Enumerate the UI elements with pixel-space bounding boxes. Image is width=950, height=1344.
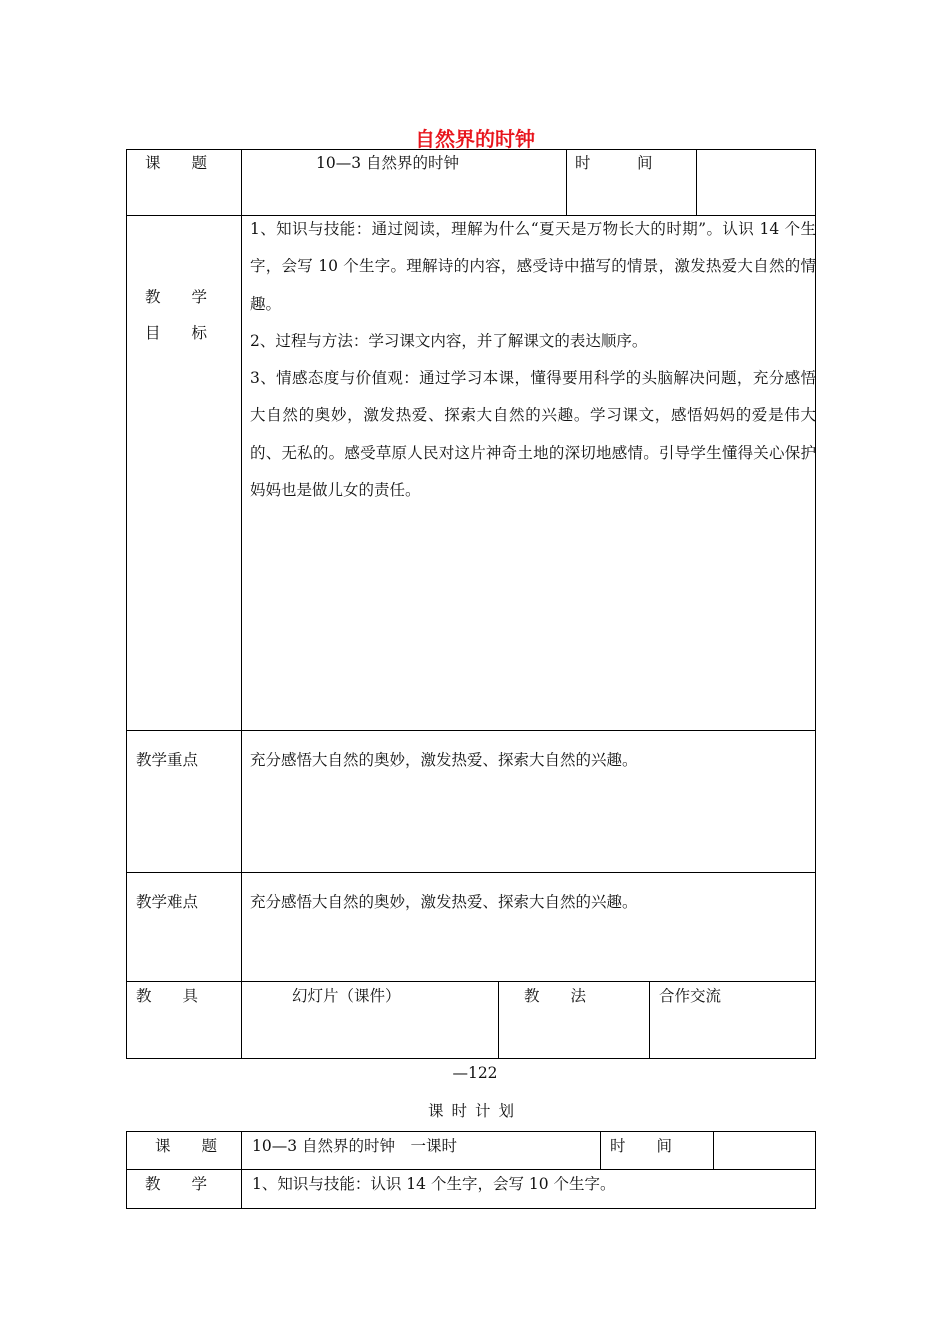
tools-label: 教 具 — [136, 987, 199, 1005]
goal-knowledge: 1、知识与技能：通过阅读，理解为什么“夏天是万物长大的时期”。认识 14 个生字，会写 10 个生字。理解诗的内容，感受诗中描写的情景，激发热爱大自然的情趣。 — [250, 220, 816, 313]
plan-goals-value: 1、知识与技能：认识 14 个生字，会写 10 个生字。 — [252, 1175, 616, 1193]
goal-emotion: 3、情感态度与价值观：通过学习本课，懂得要用科学的头脑解决问题，充分感悟大自然的奥妙，激发热爱、探索大自然的兴趣。学习课文，感悟妈妈的爱是伟大的、无私的。感受草原人民对这片神奇土地的深切地感情。引导学生懂得关心保护妈妈也是做儿女的责任。 — [250, 369, 816, 500]
key-point-value: 充分感悟大自然的奥妙，激发热爱、探索大自然的兴趣。 — [250, 751, 638, 769]
page-number: —122 — [452, 1064, 498, 1082]
time-label: 时 间 — [575, 154, 653, 172]
goals-label-line2: 目 标 — [145, 324, 208, 342]
plan-goals-label: 教 学 — [145, 1175, 208, 1193]
goals-label-line1: 教 学 — [145, 288, 208, 306]
plan-time-label: 时 间 — [610, 1137, 673, 1155]
goal-process: 2、过程与方法：学习课文内容，并了解课文的表达顺序。 — [250, 331, 648, 350]
document-title: 自然界的时钟 — [415, 127, 535, 151]
plan-topic-label: 课 题 — [155, 1137, 218, 1155]
plan-title: 课时计划 — [427, 1102, 522, 1120]
method-value: 合作交流 — [659, 987, 722, 1005]
plan-topic-value: 10—3 自然界的时钟 一课时 — [252, 1137, 458, 1155]
difficulty-value: 充分感悟大自然的奥妙，激发热爱、探索大自然的兴趣。 — [250, 893, 638, 911]
tools-value: 幻灯片（课件） — [292, 987, 401, 1005]
topic-label: 课 题 — [145, 154, 208, 172]
method-label: 教 法 — [524, 987, 587, 1005]
teaching-goals — [250, 211, 816, 509]
topic-value: 10—3 自然界的时钟 — [316, 154, 460, 172]
key-point-label: 教学重点 — [136, 751, 199, 769]
difficulty-label: 教学难点 — [136, 893, 199, 911]
